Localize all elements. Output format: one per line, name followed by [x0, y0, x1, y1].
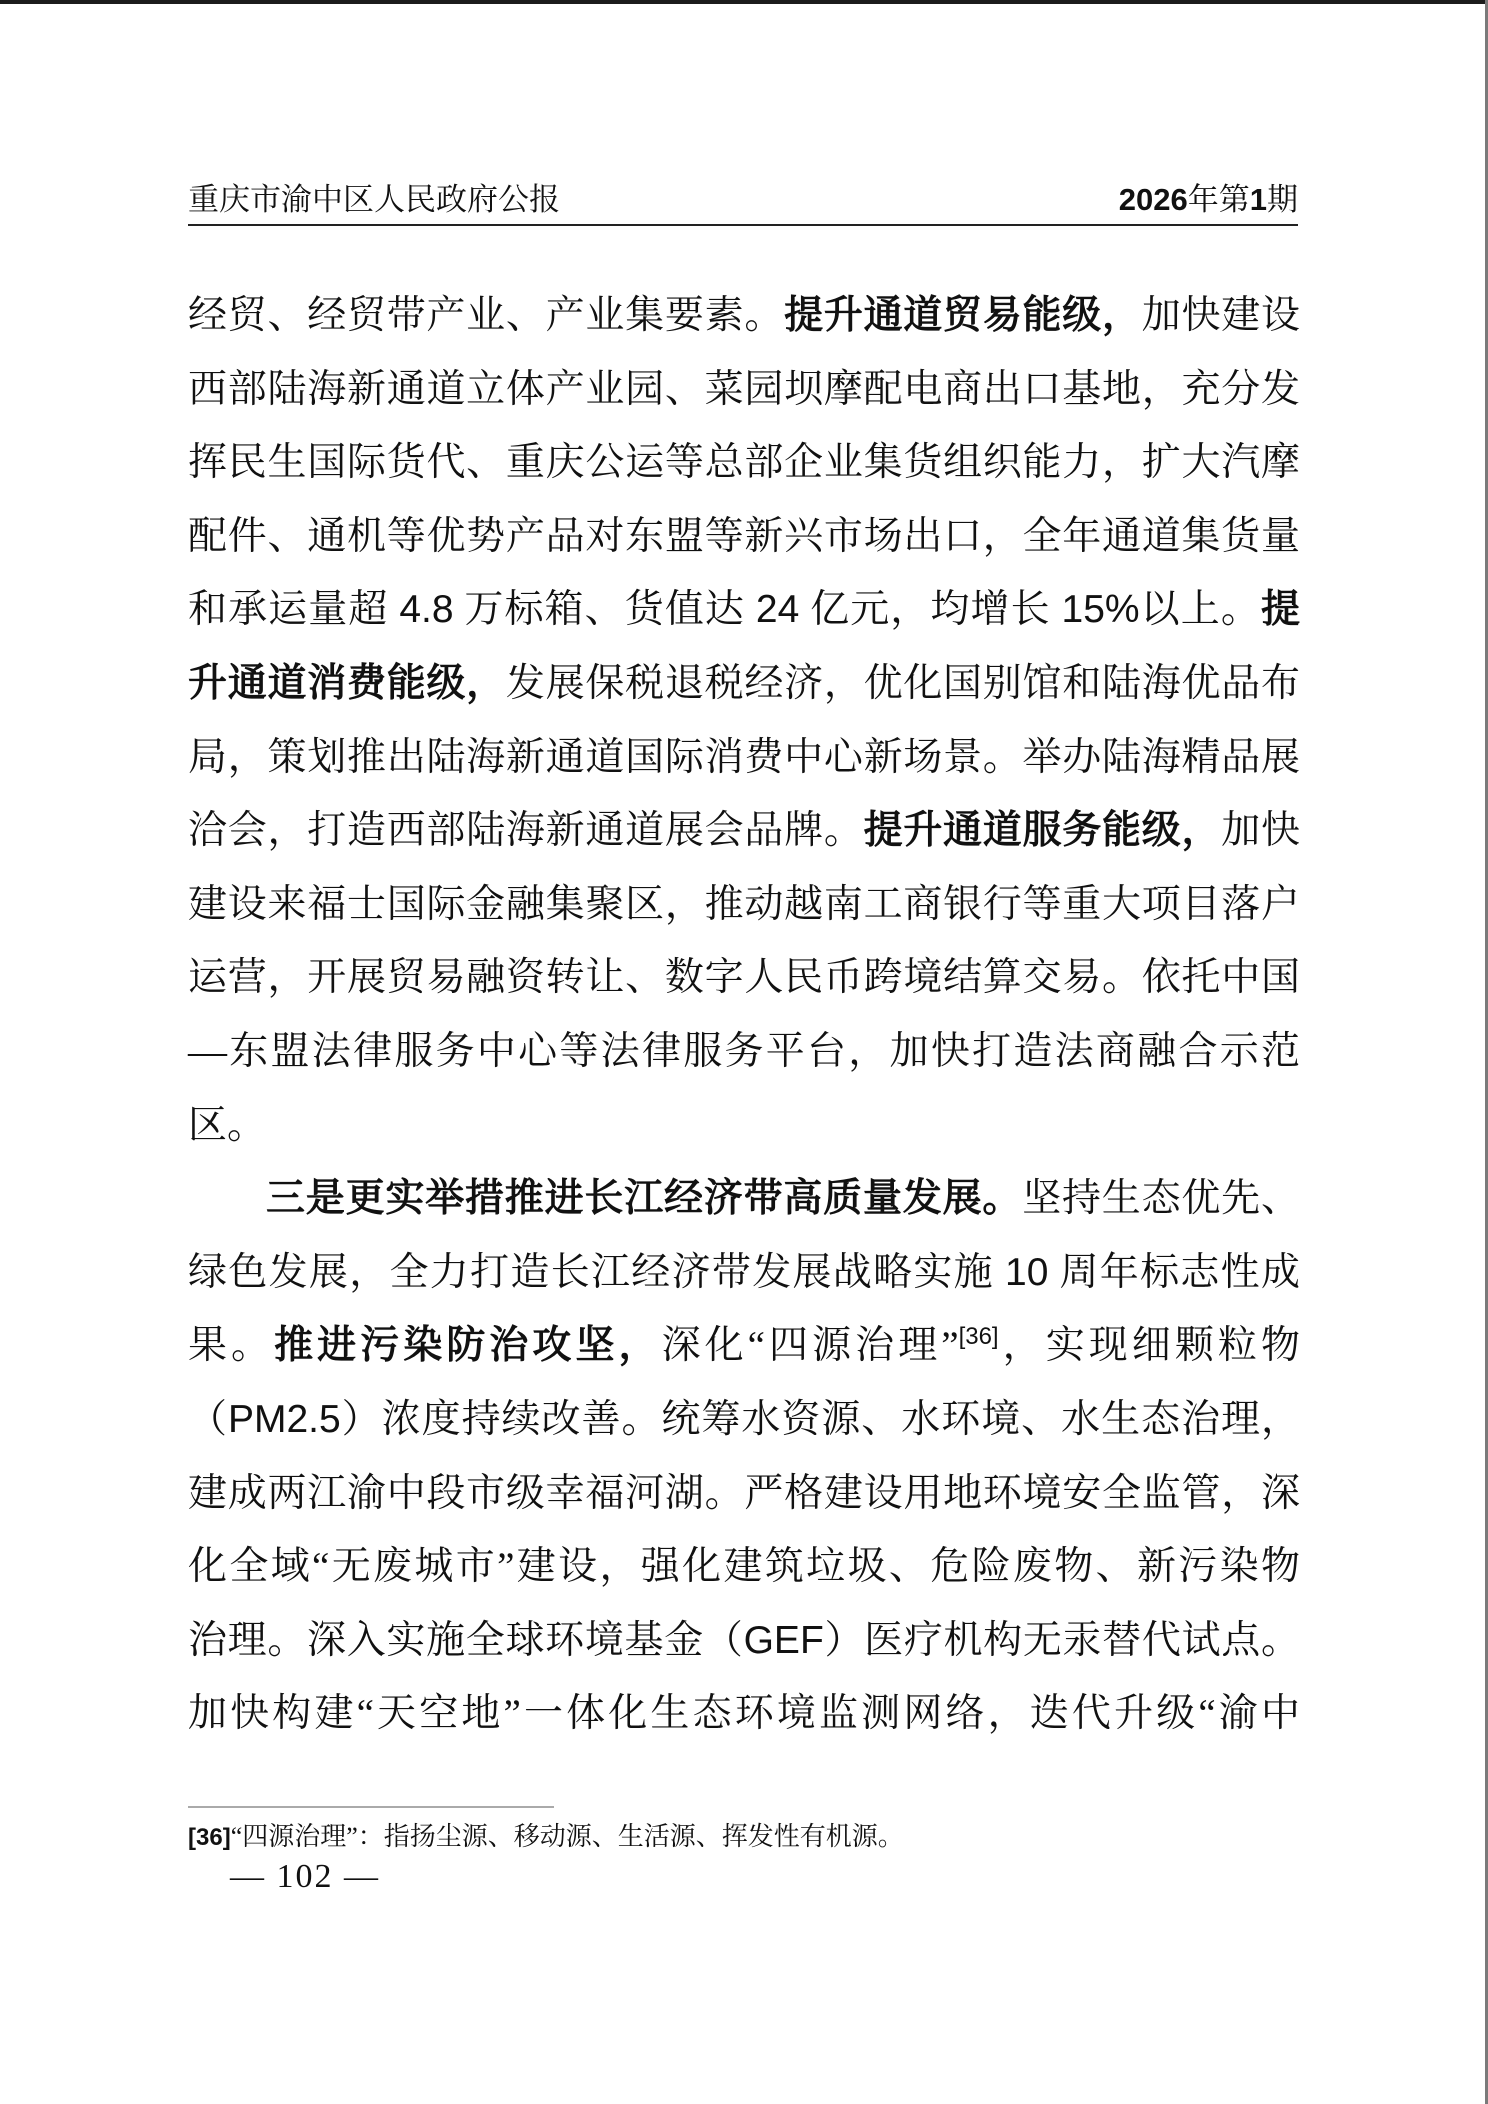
footnote-text: “四源治理”：指扬尘源、移动源、生活源、挥发性有机源。 [230, 1822, 904, 1851]
gazette-title: 重庆市渝中区人民政府公报 [188, 182, 560, 217]
body-line [188, 1236, 1300, 1310]
footnote-divider [188, 1806, 554, 1808]
issue-year-label: 年第 [1187, 182, 1250, 217]
text-segment-bold: 推进污染防治攻坚， [274, 1324, 662, 1368]
body-line [188, 941, 1300, 1015]
text-segment: 坚持生态优先、 [1022, 1177, 1300, 1221]
text-segment: 亿元，均增长 [799, 588, 1062, 632]
body-line [188, 353, 1300, 427]
body-line [188, 794, 1300, 868]
body-line [188, 500, 1300, 574]
text-segment: 万标箱、货值达 [453, 588, 756, 632]
body-line [188, 1604, 1300, 1678]
text-segment: 西部陆海新通道立体产业园、菜园坝摩配电商出口基地，充分发 [188, 367, 1300, 411]
body-line [188, 279, 1300, 353]
document-body [188, 279, 1300, 1751]
number-segment: 15% [1061, 588, 1140, 632]
text-segment: 经贸、经贸带产业、产业集要素。 [188, 294, 785, 337]
text-segment: （ [188, 1397, 228, 1441]
text-segment: 周年标志性成 [1048, 1250, 1300, 1294]
text-segment-bold: 提升通道贸易能级， [784, 294, 1142, 337]
footnote [188, 1820, 1298, 1855]
footnote-marker: [36] [188, 1824, 231, 1851]
text-segment: 建成两江渝中段市级幸福河湖。严格建设用地环境安全监管，深 [188, 1471, 1300, 1515]
text-segment: 区。 [188, 1103, 267, 1147]
body-line [188, 1162, 1300, 1236]
issue-label [1119, 182, 1298, 218]
text-segment-bold: 提升通道服务能级， [863, 809, 1222, 853]
body-line [188, 1309, 1300, 1383]
text-segment-bold: 升通道消费能级， [188, 661, 506, 705]
text-segment: 配件、通机等优势产品对东盟等新兴市场出口，全年通道集货量 [188, 514, 1300, 558]
body-line [188, 1015, 1300, 1089]
text-segment: 和承运量超 [188, 588, 400, 632]
text-segment: 化全域“无废城市”建设，强化建筑垃圾、危险废物、新污染物 [188, 1545, 1300, 1589]
text-segment: 加快 [1221, 809, 1300, 853]
body-line [188, 721, 1300, 795]
text-segment: 加快建设 [1141, 294, 1300, 337]
number-segment: 4.8 [399, 588, 454, 632]
text-segment: 运营，开展贸易融资转让、数字人民币跨境结算交易。依托中国 [188, 956, 1300, 1000]
issue-year: 2026 [1118, 182, 1188, 217]
body-line [188, 1530, 1300, 1604]
body-line [188, 426, 1300, 500]
body-line [188, 1089, 1300, 1163]
text-segment: 建设来福士国际金融集聚区，推动越南工商银行等重大项目落户 [188, 882, 1300, 926]
body-line [188, 573, 1300, 647]
footnote-reference: [36] [958, 1323, 999, 1351]
text-segment: ）浓度持续改善。统筹水资源、水环境、水生态治理， [340, 1397, 1300, 1441]
text-segment: 发展保税退税经济，优化国别馆和陆海优品布 [505, 661, 1300, 705]
number-segment: GEF [743, 1618, 824, 1662]
body-line [188, 868, 1300, 942]
text-segment: ，实现细颗粒物 [998, 1324, 1300, 1368]
issue-number-label: 期 [1267, 182, 1298, 217]
number-segment: 24 [755, 588, 800, 632]
page-top-edge-shadow [0, 0, 1488, 4]
page-number: — 102 — [230, 1858, 380, 1895]
text-segment: 治理。深入实施全球环境基金（ [188, 1618, 744, 1662]
page-header [188, 182, 1298, 218]
text-segment: ）医疗机构无汞替代试点。 [823, 1618, 1300, 1662]
text-segment: 果。 [188, 1324, 275, 1368]
body-line [188, 1457, 1300, 1531]
header-divider [188, 224, 1298, 226]
text-segment: 局，策划推出陆海新通道国际消费中心新场景。举办陆海精品展 [188, 735, 1300, 779]
text-segment-bold: 三是更实举措推进长江经济带高质量发展。 [266, 1177, 1023, 1221]
text-segment: 以上。 [1139, 588, 1261, 632]
number-segment: PM2.5 [227, 1397, 341, 1441]
text-segment-bold: 提 [1260, 588, 1300, 632]
body-line [188, 1677, 1300, 1751]
body-line [188, 647, 1300, 721]
text-segment: 加快构建“天空地”一体化生态环境监测网络，迭代升级“渝中 [188, 1692, 1300, 1736]
text-segment: 深化“四源治理” [661, 1324, 959, 1368]
text-segment: 挥民生国际货代、重庆公运等总部企业集货组织能力，扩大汽摩 [188, 441, 1300, 485]
text-segment: —东盟法律服务中心等法律服务平台，加快打造法商融合示范 [188, 1029, 1300, 1073]
issue-number: 1 [1249, 182, 1267, 217]
text-segment: 洽会，打造西部陆海新通道展会品牌。 [188, 809, 864, 853]
number-segment: 10 [1005, 1250, 1049, 1294]
body-line [188, 1383, 1300, 1457]
text-segment: 绿色发展，全力打造长江经济带发展战略实施 [188, 1250, 1006, 1294]
